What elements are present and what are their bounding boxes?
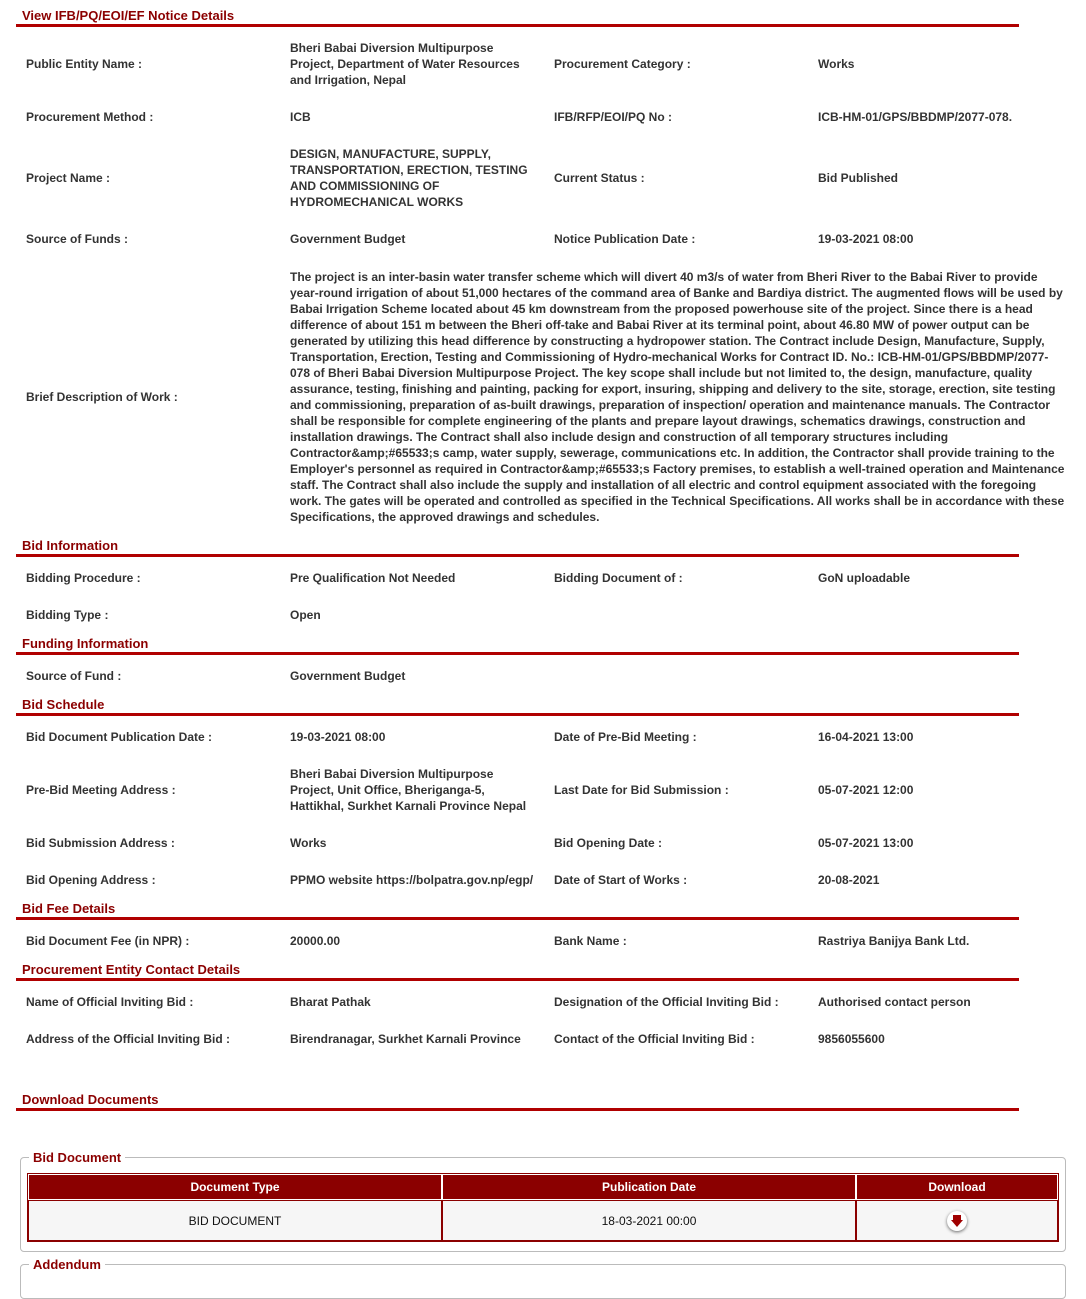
section-notice-title: [16, 8, 1019, 27]
section-download-title: [16, 1092, 1019, 1111]
current-status-value: Bid Published: [818, 171, 899, 185]
opening-date-label: Bid Opening Date :: [554, 836, 662, 850]
section-funding-title: [16, 636, 1019, 655]
official-address-value: Birendranagar, Surkhet Karnali Province: [290, 1032, 521, 1046]
bid-document-table: [27, 1173, 1059, 1242]
document-type-cell: BID DOCUMENT: [28, 1200, 442, 1241]
section-bid-info-title: [16, 538, 1019, 557]
official-name-label: Name of Official Inviting Bid :: [26, 995, 194, 1009]
section-heading: Funding Information: [22, 636, 149, 651]
download-arrow-icon[interactable]: [947, 1211, 967, 1231]
opening-address-label: Bid Opening Address :: [26, 873, 156, 887]
prebid-date-label: Date of Pre-Bid Meeting :: [554, 730, 697, 744]
section-heading: View IFB/PQ/EOI/EF Notice Details: [22, 8, 235, 23]
submission-address-value: Works: [290, 836, 327, 850]
section-heading: Procurement Entity Contact Details: [22, 962, 241, 977]
bidding-procedure-label: Bidding Procedure :: [26, 571, 141, 585]
section-heading: Bid Schedule: [22, 697, 105, 712]
start-works-label: Date of Start of Works :: [554, 873, 688, 887]
opening-address-value: PPMO website https://bolpatra.gov.np/egp/: [290, 873, 534, 887]
brief-description-label: Brief Description of Work :: [26, 390, 178, 404]
bank-name-label: Bank Name :: [554, 934, 627, 948]
notice-publication-date-value: 19-03-2021 08:00: [818, 232, 914, 246]
publication-date-cell: 18-03-2021 00:00: [442, 1200, 856, 1241]
project-name-label: Project Name :: [26, 171, 111, 185]
prebid-address-value: Bheri Babai Diversion Multipurpose Project, Unit Office, Bheriganga-5, Hattikhal, Surkhet Karnali Province Nepal: [290, 767, 527, 813]
download-cell: [856, 1200, 1058, 1241]
section-schedule-title: [16, 697, 1019, 716]
official-contact-value: 9856055600: [818, 1032, 885, 1046]
official-designation-value: Authorised contact person: [818, 995, 971, 1009]
official-name-value: Bharat Pathak: [290, 995, 371, 1009]
public-entity-label: Public Entity Name :: [26, 57, 143, 71]
section-heading: Bid Fee Details: [22, 901, 116, 916]
bidding-type-label: Bidding Type :: [26, 608, 109, 622]
source-of-fund-value: Government Budget: [290, 669, 406, 683]
official-contact-label: Contact of the Official Inviting Bid :: [554, 1032, 755, 1046]
doc-fee-label: Bid Document Fee (in NPR) :: [26, 934, 190, 948]
doc-publication-date-value: 19-03-2021 08:00: [290, 730, 386, 744]
section-heading: Download Documents: [22, 1092, 159, 1107]
column-header-document-type: Document Type: [28, 1174, 442, 1200]
bank-name-value: Rastriya Banijya Bank Ltd.: [818, 934, 970, 948]
bid-document-legend: Bid Document: [33, 1150, 122, 1165]
procurement-method-value: ICB: [290, 110, 311, 124]
column-header-download: Download: [856, 1174, 1058, 1200]
ifb-no-value: ICB-HM-01/GPS/BBDMP/2077-078.: [818, 110, 1013, 124]
column-header-publication-date: Publication Date: [442, 1174, 856, 1200]
ifb-no-label: IFB/RFP/EOI/PQ No :: [554, 110, 673, 124]
brief-description-value: The project is an inter-basin water transfer scheme which will divert 40 m3/s of water from Bheri River to the Babai River to provide year-round irrigation of about 51,000 hectares of the command area of Banke and Bardiya district. The augmented flows will be used by Babai Irrigation Scheme located about 45 km downstream from the proposed powerhouse site of the project. Since there is a head difference of about 151 m between the Bheri off-take and Babai River at its terminal point, about 46.80 MW of power output can be generated by utilizing this head difference by constructing a hydropower station. The Contract include Design, Manufacture, Supply, Transportation, Erection, Testing and Commissioning of Hydro-mechanical Works for Contract ID. No.: ICB-HM-01/GPS/BBDMP/2077-078 of Bheri Babai Diversion Multipurpose Project. The key scope shall include but not limited to, the design, manufacture, quality assurance, testing, finishing and painting, packing for export, insuring, shipping and delivery to the site, storage, erection, site testing and commissioning, preparation of as-built drawings, preparation of inspection/ operation and maintenance manuals. The Contractor shall be responsible for complete engineering of the plants and prepare layout drawings, schematics drawings, construction and installation drawings. The Contract shall also include design and construction of all temporary structures including Contractor&amp;#65533;s camp, water supply, sewerage, communications etc. In addition, the Contractor shall provide training to the Employer's personnel as required in Contractor&amp;#65533;s Factory premises, to establish a well-trained operation and Maintenance staff. The Contract shall also include the supply and installation of all electric and control equipment associated with the foregoing work. The gates will be operated and controlled as specified in the Technical Specifications. All works shall be in accordance with these Specifications, the approved drawings and schedules.: [290, 270, 1065, 524]
opening-date-value: 05-07-2021 13:00: [818, 836, 914, 850]
bidding-document-of-value: GoN uploadable: [818, 571, 911, 585]
bidding-document-of-label: Bidding Document of :: [554, 571, 683, 585]
procurement-category-label: Procurement Category :: [554, 57, 691, 71]
table-row: [28, 1200, 1058, 1241]
public-entity-value: Bheri Babai Diversion Multipurpose Project, Department of Water Resources and Irrigation, Nepal: [290, 41, 520, 87]
source-funds-label: Source of Funds :: [26, 232, 128, 246]
section-fee-title: [16, 901, 1019, 920]
prebid-date-value: 16-04-2021 13:00: [818, 730, 914, 744]
source-funds-value: Government Budget: [290, 232, 406, 246]
section-heading: Bid Information: [22, 538, 119, 553]
last-date-submission-value: 05-07-2021 12:00: [818, 783, 914, 797]
source-of-fund-label: Source of Fund :: [26, 669, 122, 683]
section-contact-title: [16, 962, 1019, 981]
addendum-legend: Addendum: [33, 1257, 101, 1272]
procurement-method-label: Procurement Method :: [26, 110, 154, 124]
prebid-address-label: Pre-Bid Meeting Address :: [26, 783, 176, 797]
official-designation-label: Designation of the Official Inviting Bid :: [554, 995, 779, 1009]
table-header-row: [28, 1174, 1058, 1200]
last-date-submission-label: Last Date for Bid Submission :: [554, 783, 729, 797]
project-name-value: DESIGN, MANUFACTURE, SUPPLY, TRANSPORTATION, ERECTION, TESTING AND COMMISSIONING OF HYDROMECHANICAL WORKS: [290, 147, 528, 209]
doc-publication-date-label: Bid Document Publication Date :: [26, 730, 213, 744]
addendum-fieldset: [20, 1257, 1066, 1299]
bidding-type-value: Open: [290, 608, 321, 622]
bidding-procedure-value: Pre Qualification Not Needed: [290, 571, 456, 585]
submission-address-label: Bid Submission Address :: [26, 836, 175, 850]
notice-publication-date-label: Notice Publication Date :: [554, 232, 696, 246]
procurement-category-value: Works: [818, 57, 855, 71]
official-address-label: Address of the Official Inviting Bid :: [26, 1032, 231, 1046]
current-status-label: Current Status :: [554, 171, 645, 185]
start-works-value: 20-08-2021: [818, 873, 880, 887]
doc-fee-value: 20000.00: [290, 934, 341, 948]
